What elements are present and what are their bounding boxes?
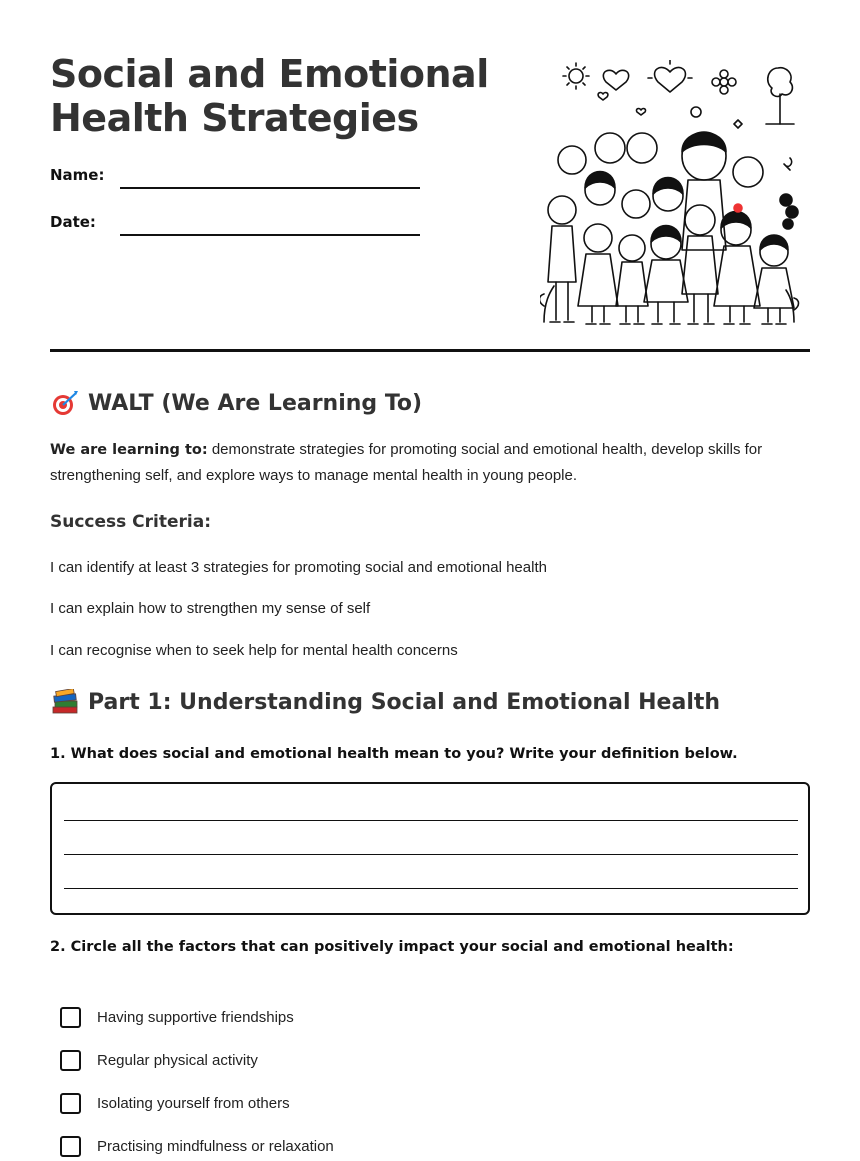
option-checkbox[interactable] [60, 1050, 81, 1071]
question-2: 2. Circle all the factors that can positively impact your social and emotional health: [50, 939, 734, 955]
date-field[interactable] [120, 234, 420, 236]
walt-heading [50, 390, 422, 416]
books-icon [50, 689, 80, 715]
heart-doodle-icon [603, 70, 628, 90]
date-label: Date: [50, 213, 96, 231]
title-line-2: Health Strategies [50, 96, 419, 140]
children-group-illustration [540, 60, 800, 328]
question-1: 1. What does social and emotional health mean to you? Write your definition below. [50, 746, 738, 762]
option-item [60, 1005, 294, 1029]
answer-line [64, 820, 798, 821]
target-icon [50, 390, 80, 416]
flower-doodle-icon [712, 70, 736, 94]
option-checkbox[interactable] [60, 1136, 81, 1157]
option-item [60, 1134, 334, 1158]
header-divider [50, 349, 810, 352]
criteria-item: I can identify at least 3 strategies for promoting social and emotional health [50, 559, 547, 576]
name-field[interactable] [120, 187, 420, 189]
answer-box[interactable] [50, 782, 810, 915]
title-line-1: Social and Emotional [50, 52, 489, 96]
option-label: Regular physical activity [97, 1051, 258, 1069]
part1-heading-text: Part 1: Understanding Social and Emotional Health [88, 689, 721, 715]
part1-heading [50, 689, 720, 715]
option-label: Practising mindfulness or relaxation [97, 1137, 334, 1155]
option-checkbox[interactable] [60, 1007, 81, 1028]
option-item [60, 1091, 290, 1115]
walt-paragraph [50, 437, 820, 489]
answer-line [64, 888, 798, 889]
walt-text: demonstrate strategies for promoting social and emotional health, develop skills for strengthening self, and explore ways to manage mental health in young people. [50, 441, 763, 484]
option-label: Isolating yourself from others [97, 1094, 290, 1112]
criteria-item: I can explain how to strengthen my sense of self [50, 600, 371, 617]
tree-doodle-icon [766, 68, 794, 124]
success-criteria-heading: Success Criteria: [50, 512, 212, 532]
sun-doodle-icon [563, 63, 589, 89]
worksheet-title [50, 52, 520, 140]
criteria-item: I can recognise when to seek help for mental health concerns [50, 642, 458, 659]
name-label: Name: [50, 166, 105, 184]
option-item [60, 1048, 258, 1072]
option-label: Having supportive friendships [97, 1008, 294, 1026]
walt-heading-text: WALT (We Are Learning To) [88, 390, 423, 416]
option-checkbox[interactable] [60, 1093, 81, 1114]
walt-lead: We are learning to: [50, 442, 208, 458]
answer-line [64, 854, 798, 855]
heart-doodle-icon [655, 67, 686, 92]
